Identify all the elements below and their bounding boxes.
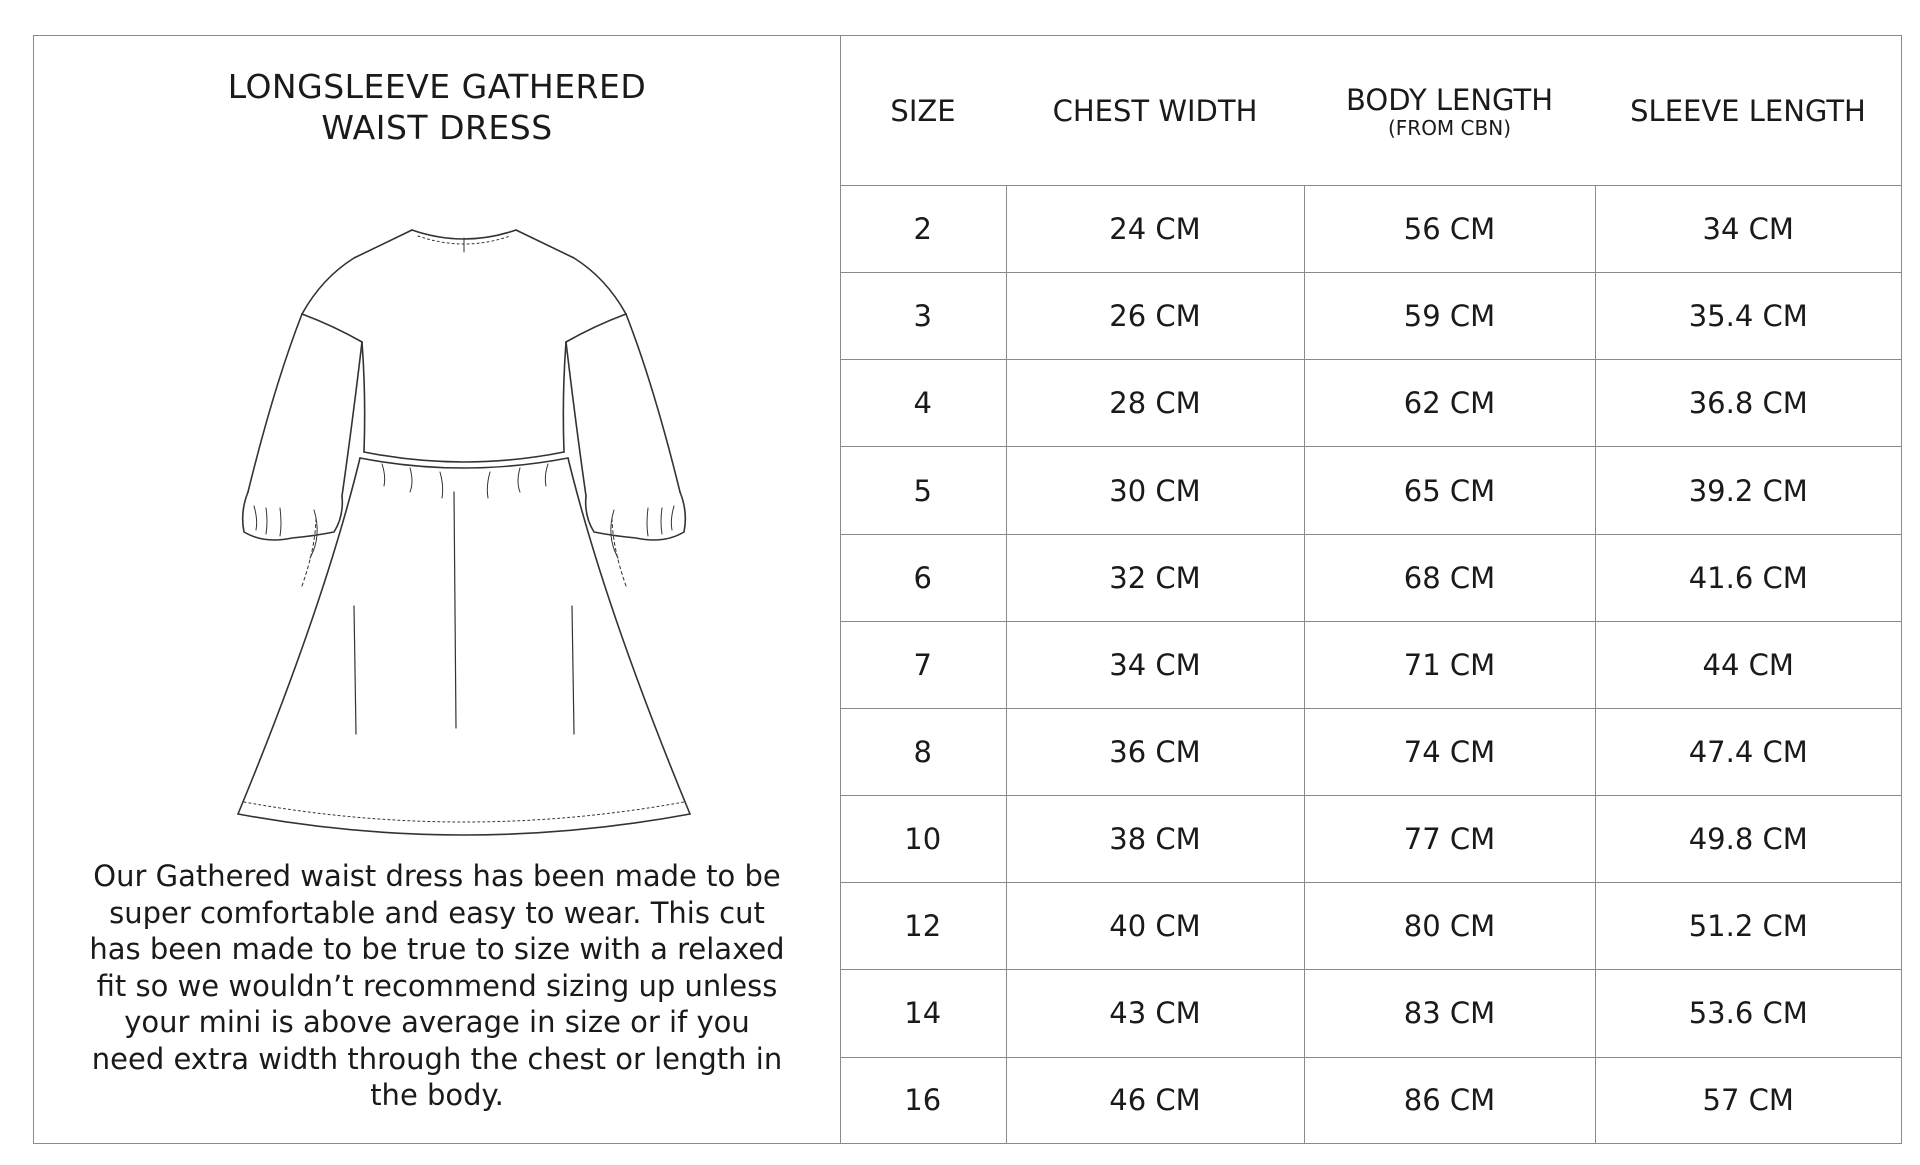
- header-body-length-label: BODY LENGTH: [1345, 82, 1554, 117]
- chest-width-cell: 34 CM: [1006, 621, 1304, 708]
- size-cell: 3: [840, 273, 1006, 360]
- chest-width-cell: 24 CM: [1006, 186, 1304, 273]
- size-cell: 8: [840, 708, 1006, 795]
- header-body-length-note: (FROM CBN): [1387, 115, 1511, 140]
- table-row: [840, 360, 1901, 447]
- body-length-cell: 71 CM: [1304, 621, 1595, 708]
- size-cell: 14: [840, 970, 1006, 1057]
- body-length-cell: 80 CM: [1304, 883, 1595, 970]
- sleeve-length-cell: 51.2 CM: [1595, 883, 1901, 970]
- table-row: [840, 796, 1901, 883]
- sleeve-length-cell: 39.2 CM: [1595, 447, 1901, 534]
- chest-width-cell: 40 CM: [1006, 883, 1304, 970]
- table-row: [840, 1057, 1901, 1143]
- product-title: [34, 66, 840, 148]
- table-row: [840, 708, 1901, 795]
- size-cell: 16: [904, 1083, 942, 1118]
- body-length-cell: 68 CM: [1304, 534, 1595, 621]
- size-cell: 2: [840, 186, 1006, 273]
- body-length-cell: 65 CM: [1304, 447, 1595, 534]
- sleeve-length-cell: 53.6 CM: [1595, 970, 1901, 1057]
- size-cell: 5: [840, 447, 1006, 534]
- table-row: [840, 273, 1901, 360]
- sleeve-length-cell: 35.4 CM: [1595, 273, 1901, 360]
- size-cell: 12: [840, 883, 1006, 970]
- sleeve-length-cell: 47.4 CM: [1595, 708, 1901, 795]
- body-length-cell: 77 CM: [1304, 796, 1595, 883]
- table-row: [840, 447, 1901, 534]
- product-description: Our Gathered waist dress has been made to be super comfortable and easy to wear. This cut has been made to be true to size with a relaxed fit so we wouldn’t recommend sizing up unless your mini is above average in size or if you need extra width through the chest or length in the body.: [89, 859, 785, 1112]
- table-row: [840, 621, 1901, 708]
- size-cell: 10: [840, 796, 1006, 883]
- chest-width-cell: 43 CM: [1006, 970, 1304, 1057]
- sleeve-length-cell: 41.6 CM: [1595, 534, 1901, 621]
- product-panel: [34, 36, 841, 1143]
- chest-width-cell: 28 CM: [1006, 360, 1304, 447]
- sleeve-length-cell: 34 CM: [1595, 186, 1901, 273]
- chest-width-cell: 36 CM: [1006, 708, 1304, 795]
- table-row: [840, 534, 1901, 621]
- size-table: [840, 36, 1901, 1143]
- product-title-line-1: LONGSLEEVE GATHERED: [227, 67, 647, 106]
- sleeve-length-cell: 36.8 CM: [1595, 360, 1901, 447]
- body-length-cell: 62 CM: [1304, 360, 1595, 447]
- body-length-cell: 83 CM: [1304, 970, 1595, 1057]
- header-body-length: [1304, 36, 1595, 186]
- body-length-cell: 86 CM: [1304, 1057, 1595, 1143]
- chest-width-cell: 46 CM: [1006, 1057, 1304, 1143]
- body-length-cell: 56 CM: [1304, 186, 1595, 273]
- sleeve-length-cell: 49.8 CM: [1595, 796, 1901, 883]
- size-cell: 6: [840, 534, 1006, 621]
- table-row: [840, 186, 1901, 273]
- size-table-body: [840, 186, 1901, 1144]
- header-size: SIZE: [840, 36, 1006, 186]
- product-title-line-2: WAIST DRESS: [321, 108, 553, 147]
- chest-width-cell: 26 CM: [1006, 273, 1304, 360]
- size-cell: 7: [840, 621, 1006, 708]
- header-sleeve-length: SLEEVE LENGTH: [1595, 36, 1901, 186]
- sleeve-length-cell: 44 CM: [1595, 621, 1901, 708]
- dress-illustration: [204, 186, 724, 866]
- body-length-cell: 74 CM: [1304, 708, 1595, 795]
- table-row: [840, 883, 1901, 970]
- size-table-header-row: [840, 36, 1901, 186]
- chest-width-cell: 30 CM: [1006, 447, 1304, 534]
- size-guide-frame: [33, 35, 1902, 1144]
- header-chest-width: CHEST WIDTH: [1006, 36, 1304, 186]
- sleeve-length-cell: 57 CM: [1595, 1057, 1901, 1143]
- chest-width-cell: 38 CM: [1006, 796, 1304, 883]
- body-length-cell: 59 CM: [1304, 273, 1595, 360]
- size-cell: 4: [840, 360, 1006, 447]
- chest-width-cell: 32 CM: [1006, 534, 1304, 621]
- table-row: [840, 970, 1901, 1057]
